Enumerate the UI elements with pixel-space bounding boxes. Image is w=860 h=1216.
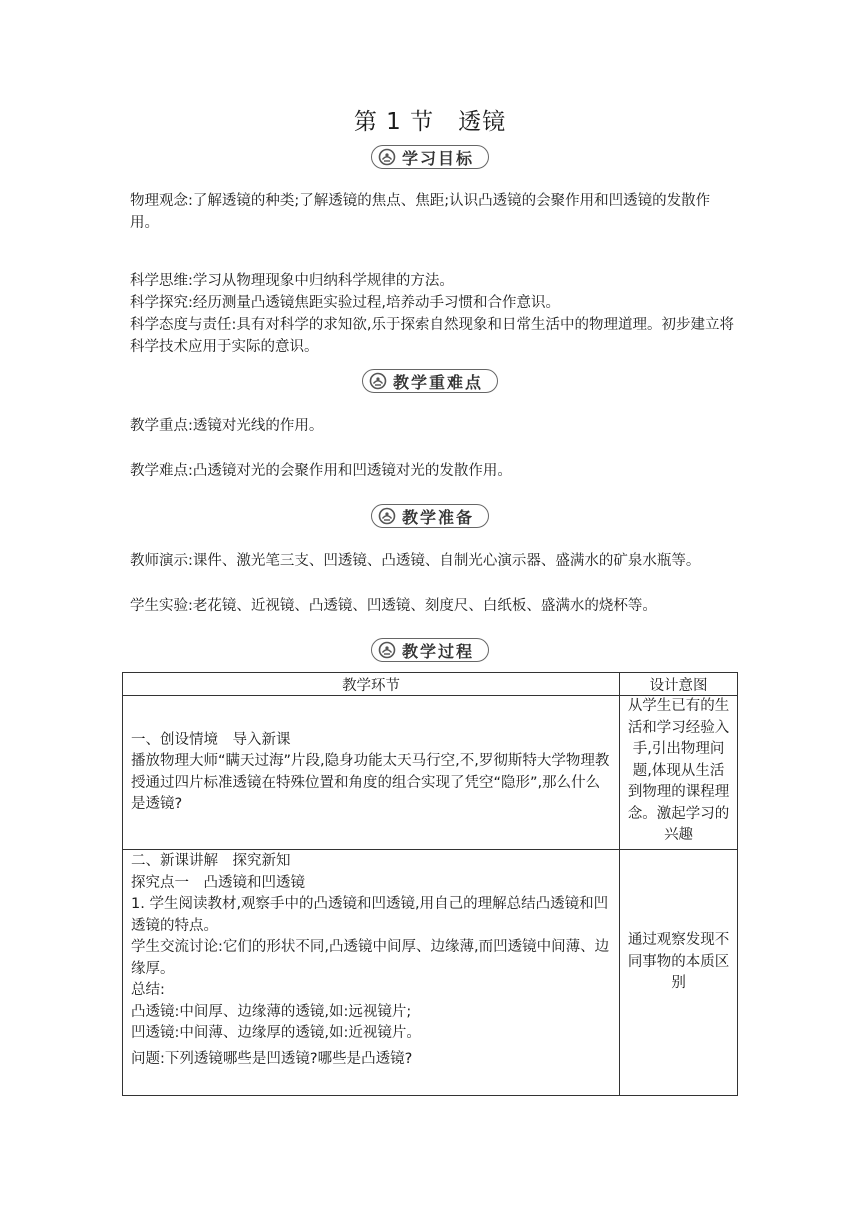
badge-label: 学习目标	[401, 148, 475, 168]
intent-text: 通过观察发现不同事物的本质区别	[627, 932, 730, 992]
goal-attitude: 科学态度与责任:具有对科学的求知欲,乐于探索自然现象和日常生活中的物理道理。初步建立将科学技术应用于实际的意识。	[130, 317, 734, 355]
table-cell-step	[123, 696, 620, 850]
key-point-focus: 教学重点:透镜对光线的作用。	[130, 418, 324, 434]
section-badge-goals	[371, 145, 489, 169]
step-question: 问题:下列透镜哪些是凹透镜?哪些是凸透镜?	[131, 1050, 413, 1067]
step-text: 播放物理大师“瞒天过海”片段,隐身功能太天马行空,不,罗彻斯特大学物理教授通过四片标准透镜在特殊位置和角度的组合实现了凭空“隐形”,那么什么是透镜?	[131, 753, 610, 812]
goal-scientific-thinking: 科学思维:学习从物理现象中归纳科学规律的方法。	[130, 273, 454, 289]
section-badge-preparation	[371, 504, 489, 528]
goal-scientific-inquiry: 科学探究:经历测量凸透镜焦距实验过程,培养动手习惯和合作意识。	[130, 295, 560, 311]
step-text: 凹透镜:中间薄、边缘厚的透镜,如:近视镜片。	[131, 1025, 421, 1041]
table-header-row	[123, 673, 738, 696]
prep-teacher: 教师演示:课件、激光笔三支、凹透镜、凸透镜、自制光心演示器、盛满水的矿泉水瓶等。	[130, 553, 701, 569]
table-row	[123, 696, 738, 850]
step-text: 凸透镜:中间厚、边缘薄的透镜,如:远视镜片;	[131, 1003, 412, 1020]
page-title: 第 1 节 透镜	[353, 109, 507, 135]
badge-label: 教学准备	[401, 507, 475, 527]
table-cell-step	[123, 850, 620, 1096]
section-emblem-icon	[378, 148, 396, 166]
step-subheading: 探究点一 凸透镜和凹透镜	[131, 874, 305, 891]
key-point-difficulty: 教学难点:凸透镜对光的会聚作用和凹透镜对光的发散作用。	[130, 463, 512, 479]
step-heading: 一、创设情境 导入新课	[131, 731, 291, 748]
header-design-intent: 设计意图	[620, 673, 738, 696]
teaching-process-table	[122, 672, 738, 1096]
section-badge-key-points	[362, 369, 498, 393]
header-teaching-step: 教学环节	[123, 673, 620, 696]
step-heading: 二、新课讲解 探究新知	[131, 853, 291, 869]
badge-label: 教学过程	[401, 641, 475, 661]
table-row	[123, 850, 738, 1096]
section-emblem-icon	[369, 372, 387, 390]
section-emblem-icon	[378, 507, 396, 525]
section-badge-process	[371, 638, 489, 662]
step-text: 学生交流讨论:它们的形状不同,凸透镜中间厚、边缘薄,而凹透镜中间薄、边缘厚。	[131, 939, 610, 977]
step-text: 总结:	[131, 982, 165, 998]
goal-physics-concept: 物理观念:了解透镜的种类;了解透镜的焦点、焦距;认识凸透镜的会聚作用和凹透镜的发散作用。	[130, 193, 711, 231]
section-emblem-icon	[378, 641, 396, 659]
prep-student: 学生实验:老花镜、近视镜、凸透镜、凹透镜、刻度尺、白纸板、盛满水的烧杯等。	[130, 598, 657, 614]
table-cell-intent	[620, 850, 738, 1096]
table-cell-intent	[620, 696, 738, 850]
intent-text: 从学生已有的生活和学习经验入手,引出物理问题,体现从生活到物理的课程理念。激起学习的兴趣	[627, 698, 730, 843]
step-text: 1. 学生阅读教材,观察手中的凸透镜和凹透镜,用自己的理解总结凸透镜和凹透镜的特点。	[131, 896, 609, 934]
badge-label: 教学重难点	[392, 372, 484, 392]
